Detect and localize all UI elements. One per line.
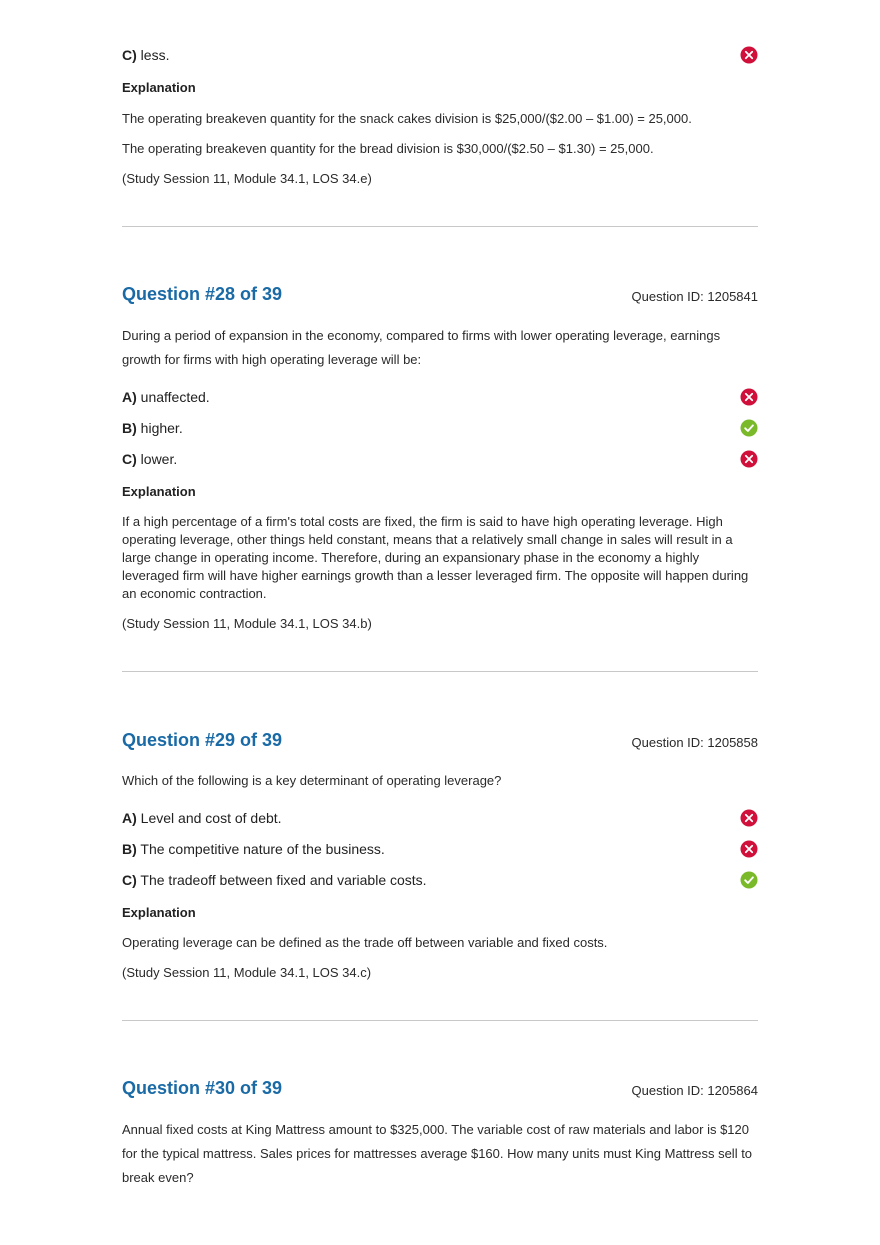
answer-option-c <box>122 870 758 890</box>
explanation-heading: Explanation <box>122 905 196 920</box>
answer-text: The competitive nature of the business. <box>140 841 385 857</box>
answer-text: higher. <box>140 420 183 436</box>
question-title: Question #29 of 39 <box>122 730 283 750</box>
explanation-line: The operating breakeven quantity for the snack cakes division is $25,000/($2.00 – $1.00) = 25,000. <box>122 111 692 126</box>
answer-letter: A) <box>122 810 137 826</box>
answer-text: less. <box>140 47 170 63</box>
explanation-text: Operating leverage can be defined as the trade off between variable and fixed costs. <box>122 935 608 950</box>
explanation-heading: Explanation <box>122 484 196 499</box>
reference-text: (Study Session 11, Module 34.1, LOS 34.c) <box>122 965 372 980</box>
x-icon <box>740 388 758 406</box>
explanation-line: The operating breakeven quantity for the bread division is $30,000/($2.50 – $1.30) = 25,000. <box>122 141 654 156</box>
question-header <box>122 1078 758 1104</box>
divider <box>122 226 758 227</box>
divider <box>122 671 758 672</box>
answer-text: lower. <box>140 451 178 467</box>
question-title: Question #30 of 39 <box>122 1078 283 1098</box>
explanation-text: If a high percentage of a firm's total costs are fixed, the firm is said to have high operating leverage. High operating leverage, other things held constant, means that a relatively small change in sales will result in a large change in operating income. Therefore, during an expansionary phase in the economy a highly leveraged firm will have higher earnings growth than a lesser leveraged firm. The opposite will happen during an economic contraction. <box>122 514 749 601</box>
question-stem: Which of the following is a key determinant of operating leverage? <box>122 773 502 788</box>
reference-text: (Study Session 11, Module 34.1, LOS 34.b) <box>122 616 372 631</box>
explanation-heading: Explanation <box>122 80 196 95</box>
check-icon <box>740 419 758 437</box>
answer-option-c <box>122 45 758 65</box>
question-id: Question ID: 1205841 <box>631 289 758 304</box>
answer-letter: C) <box>122 47 137 63</box>
answer-option-a <box>122 387 758 407</box>
answer-text: Level and cost of debt. <box>140 810 282 826</box>
reference-text: (Study Session 11, Module 34.1, LOS 34.e) <box>122 171 372 186</box>
check-icon <box>740 871 758 889</box>
question-id: Question ID: 1205858 <box>631 735 758 750</box>
question-stem: Annual fixed costs at King Mattress amount to $325,000. The variable cost of raw materials and labor is $120 for the typical mattress. Sales prices for mattresses average $160. How many units must King Mattress sell to break even? <box>122 1122 753 1185</box>
answer-option-b <box>122 839 758 859</box>
question-title: Question #28 of 39 <box>122 284 283 304</box>
answer-letter: B) <box>122 420 137 436</box>
question-id: Question ID: 1205864 <box>631 1083 758 1098</box>
question-header <box>122 284 758 310</box>
question-header <box>122 730 758 756</box>
answer-letter: B) <box>122 841 137 857</box>
answer-letter: C) <box>122 872 137 888</box>
answer-option-c <box>122 449 758 469</box>
divider <box>122 1020 758 1021</box>
answer-letter: C) <box>122 451 137 467</box>
x-icon <box>740 840 758 858</box>
answer-letter: A) <box>122 389 137 405</box>
answer-text: The tradeoff between fixed and variable costs. <box>140 872 427 888</box>
question-stem: During a period of expansion in the economy, compared to firms with lower operating leverage, earnings growth for firms with high operating leverage will be: <box>122 328 721 367</box>
x-icon <box>740 450 758 468</box>
answer-option-a <box>122 808 758 828</box>
x-icon <box>740 809 758 827</box>
x-icon <box>740 46 758 64</box>
answer-option-b <box>122 418 758 438</box>
answer-text: unaffected. <box>140 389 210 405</box>
